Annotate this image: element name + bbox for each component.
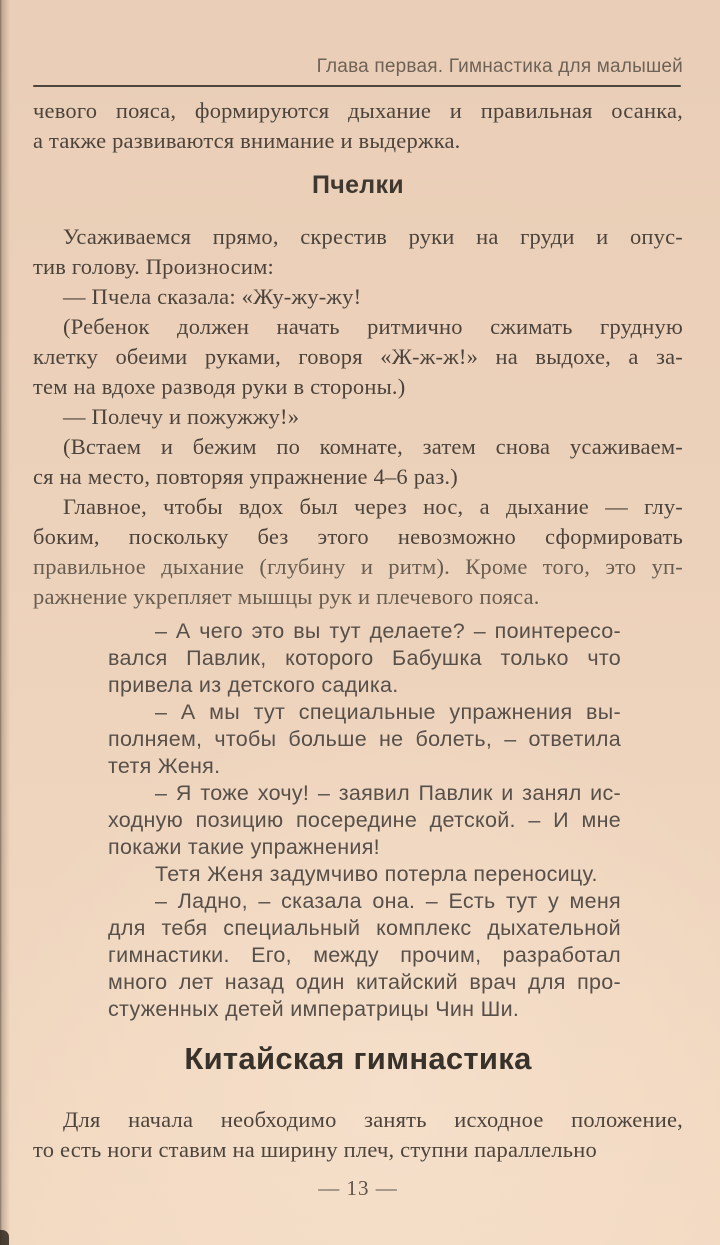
text-line: ражнение укрепляет мышцы рук и плечевого пояса. [33,584,540,609]
dialogue-line: ходную позицию посередине детской. – И мне [108,808,621,832]
page-number: — 13 — [318,1176,398,1200]
dialogue-line: покажи такие упражнения! [108,835,380,859]
story-dialogue-block [108,618,621,1023]
text-line: тив голову. Произносим: [33,254,274,279]
text-line: а также развиваются внимание и выдержка. [33,128,461,153]
intro-paragraph [33,96,683,156]
text-line: (Ребенок должен начать ритмично сжимать грудную [63,314,683,339]
text-line: то есть ноги ставим на ширину плеч, ступни параллельно [33,1137,597,1162]
dialogue-line: гимнастики. Его, между прочим, разработал [108,943,621,967]
text-line: боким, поскольку без этого невозможно сформировать [33,524,683,549]
text-line: — Пчела сказала: «Жу-жу-жу! [63,284,362,309]
dialogue-line: Тетя Женя задумчиво потерла переносицу. [155,862,598,886]
bees-section-text [33,222,683,612]
dialogue-line: привела из детского садика. [108,673,399,697]
chinese-section-text [33,1105,683,1165]
dialogue-line: – Ладно, – сказала она. – Есть тут у меня [155,889,621,913]
dialogue-line: – Я тоже хочу! – заявил Павлик и занял ис- [155,781,621,805]
text-line: Главное, чтобы вдох был через нос, а дыхание — глу- [63,494,683,519]
dialogue-line: – А мы тут специальные упражнения вы- [155,700,621,724]
text-line: — Полечу и пожужжу!» [63,404,300,429]
text-line: правильное дыхание (глубину и ритм). Кроме того, это уп- [33,554,683,579]
text-line: тем на вдохе разводя руки в стороны.) [33,374,406,399]
section-heading-chinese: Китайская гимнастика [184,1041,532,1076]
dialogue-line: много лет назад один китайский врач для про- [108,970,621,994]
scan-corner-mark [0,1230,9,1245]
text-line: Для начала необходимо занять исходное положение, [63,1107,683,1132]
dialogue-line: тетя Женя. [108,754,221,778]
text-line: ся на место, повторяя упражнение 4–6 раз.) [33,464,458,489]
text-line: (Встаем и бежим по комнате, затем снова усаживаем- [63,434,683,459]
text-line: Усаживаемся прямо, скрестив руки на груди и опус- [63,224,683,249]
header-rule [33,85,681,87]
text-line: клетку обеими руками, говоря «Ж-ж-ж!» на выдохе, а за- [33,344,683,369]
dialogue-line: вался Павлик, которого Бабушка только что [108,646,621,670]
dialogue-line: для тебя специальный комплекс дыхательной [108,916,621,940]
section-heading-bees: Пчелки [312,171,404,199]
dialogue-line: стуженных детей императрицы Чин Ши. [108,997,520,1021]
text-line: чевого пояса, формируются дыхание и правильная осанка, [33,98,683,123]
running-head: Глава первая. Гимнастика для малышей [316,56,683,77]
dialogue-line: – А чего это вы тут делаете? – поинтересо- [155,619,621,643]
dialogue-line: полняем, чтобы больше не болеть, – ответила [108,727,621,751]
